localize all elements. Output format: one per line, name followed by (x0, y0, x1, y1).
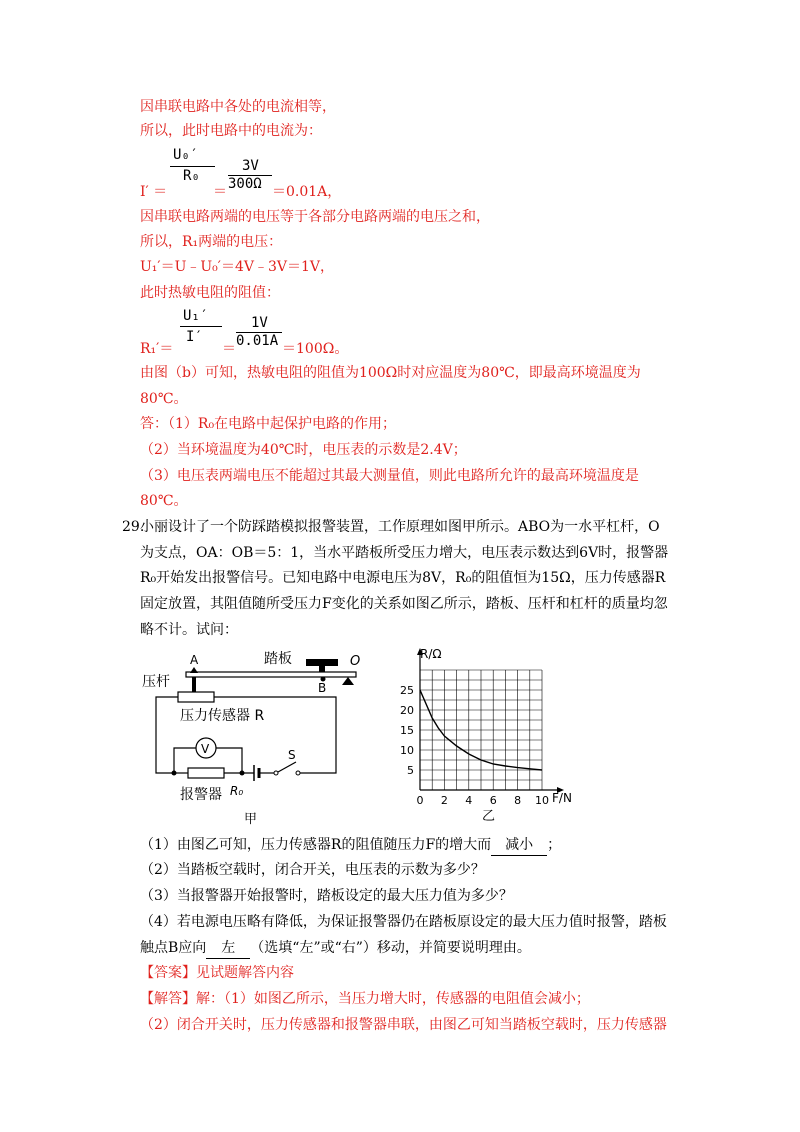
label-pedal: 踏板 (264, 651, 292, 667)
fraction-denominator: 0.01A (236, 333, 279, 349)
equation-result: ＝0.01A， (272, 184, 342, 200)
fraction-denominator: I′ (186, 329, 203, 345)
lever (186, 672, 356, 677)
x-tick-label: 2 (440, 794, 448, 807)
solution-line: 所以，R₁两端的电压： (140, 234, 283, 250)
x-tick-label: 8 (514, 794, 522, 807)
answer-tag: 【答案】见试题解答内容 (140, 965, 294, 981)
question-text: （1）由图乙可知，压力传感器R的阻值随压力F的增大而 (140, 837, 492, 853)
answer-line: 答：（1）R₀在电路中起保护电路的作用； (140, 416, 397, 432)
pressure-sensor (178, 692, 214, 702)
label-b: B (318, 681, 327, 695)
answer-line: 80℃。 (140, 493, 188, 509)
equation-equals: ＝ (222, 341, 236, 357)
equation-equals: ＝ (213, 184, 227, 200)
circuit-svg (138, 645, 368, 830)
solution-line: 【解答】解：（1）如图乙所示，当压力增大时，传感器的电阻值会减小； (140, 991, 590, 1007)
y-tick-label: 15 (400, 724, 414, 737)
solution-line: 80℃。 (140, 391, 188, 407)
label-rod: 压杆 (142, 674, 170, 690)
chart-svg (390, 640, 600, 830)
fraction-numerator: U₀′ (173, 147, 199, 163)
x-axis-label: F/N (552, 791, 572, 805)
equation-lhs: I′ ＝ (140, 184, 168, 200)
problem-number: 29. (122, 519, 145, 535)
fraction-denominator: 300Ω (228, 176, 262, 192)
rod-tip (190, 667, 198, 673)
answer-line: （2）当环境温度为40℃时，电压表的示数是2.4V； (140, 442, 467, 458)
fraction-numerator: 1V (251, 315, 268, 331)
x-tick-label: 4 (465, 794, 473, 807)
fraction-denominator: R₀ (183, 168, 200, 184)
pedal-stem (319, 666, 325, 672)
question-3: （3）当报警器开始报警时，踏板设定的最大压力值为多少？ (140, 888, 513, 904)
solution-line: U₁′＝U﹣U₀′＝4V﹣3V＝1V， (140, 259, 335, 275)
y-tick-label: 5 (407, 764, 414, 777)
solution-line: 此时热敏电阻的阻值： (140, 285, 280, 301)
answer-blank: 减小 (491, 835, 547, 856)
x-tick-label: 0 (416, 794, 424, 807)
solution-line: 因串联电路中各处的电流相等， (140, 99, 336, 115)
question-2: （2）当踏板空载时，闭合开关，电压表的示数为多少？ (140, 862, 485, 878)
label-v: V (201, 742, 210, 756)
pivot-o (342, 677, 354, 685)
press-rod (192, 677, 196, 692)
label-alarm: 报警器 (180, 787, 222, 803)
fraction-numerator: 3V (242, 158, 259, 174)
x-tick-label: 10 (535, 794, 549, 807)
solution-line: 所以，此时电路中的电流为： (140, 123, 322, 139)
y-tick-label: 25 (400, 684, 414, 697)
question-4-cont (140, 938, 531, 959)
label-s: S (288, 748, 296, 762)
problem-text: 为支点，OA：OB＝5：1，当水平踏板所受压力增大，电压表示数达到6V时，报警器 (140, 545, 669, 561)
solution-line: （2）闭合开关时，压力传感器和报警器串联，由图乙可知当踏板空载时，压力传感器 (140, 1017, 667, 1033)
solution-line: 因串联电路两端的电压等于各部分电路两端的电压之和， (140, 209, 490, 225)
question-4: （4）若电源电压略有降低，为保证报警器仍在踏板原设定的最大压力值时报警，踏板 (140, 914, 667, 930)
figure-caption: 甲 (244, 812, 258, 827)
y-axis-label: R/Ω (420, 647, 442, 661)
switch (274, 771, 278, 775)
chart-grid (420, 670, 542, 790)
label-sensor: 压力传感器 R (180, 708, 265, 724)
chart-caption: 乙 (482, 809, 496, 824)
solution-line: 由图（b）可知，热敏电阻的阻值为100Ω时对应温度为80℃，即最高环境温度为 (140, 365, 641, 381)
label-r0: R₀ (230, 784, 244, 798)
fraction-numerator: U₁′ (183, 308, 209, 324)
equation-lhs: R₁′＝ (140, 341, 174, 357)
question-text: ； (547, 837, 562, 853)
answer-line: （3）电压表两端电压不能超过其最大测量值，则此电路所允许的最高环境温度是 (140, 468, 639, 484)
chart-ticks (400, 684, 549, 807)
question-1 (140, 835, 561, 856)
problem-text: 小丽设计了一个防踩踏模拟报警装置，工作原理如图甲所示。ABO为一水平杠杆，O (140, 519, 660, 535)
problem-text: 固定放置，其阻值随所受压力F变化的关系如图乙所示，踏板、压杆和杠杆的质量均忽 (140, 596, 668, 612)
alarm-resistor (188, 768, 224, 778)
y-tick-label: 20 (400, 704, 414, 717)
problem-text: R₀开始发出报警信号。已知电路中电源电压为8V，R₀的阻值恒为15Ω，压力传感器R (140, 570, 666, 586)
pedal (306, 659, 338, 666)
label-a: A (190, 653, 199, 667)
fraction-bar (170, 166, 215, 167)
answer-blank: 左 (206, 938, 250, 959)
y-tick-label: 10 (400, 744, 414, 757)
question-text: （选填“左”或“右”）移动，并简要说明理由。 (250, 940, 531, 956)
label-o: O (350, 654, 361, 669)
problem-text: 略不计。试问： (140, 622, 238, 638)
fraction-bar (180, 326, 222, 327)
question-text: 触点B应向 (140, 940, 207, 956)
x-tick-label: 6 (489, 794, 497, 807)
equation-result: ＝100Ω。 (282, 341, 349, 357)
